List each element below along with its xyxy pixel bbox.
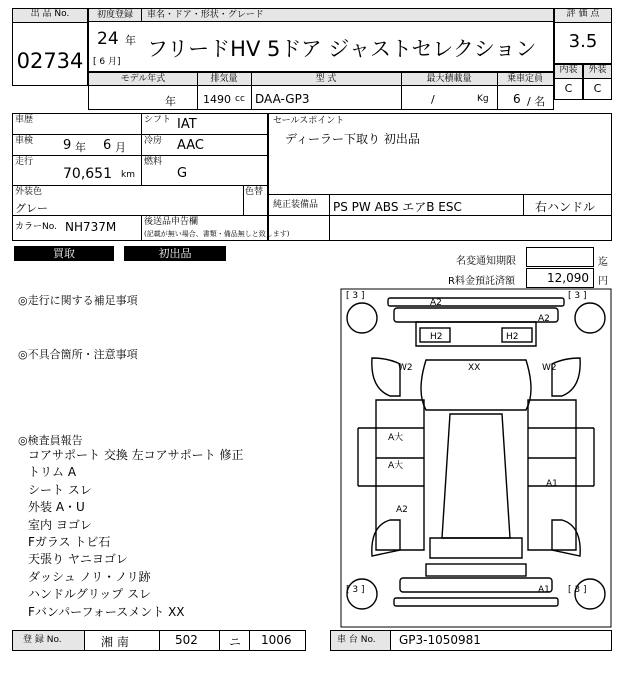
reg-kana: ニ [229,635,242,649]
mark-h2-left: H2 [430,332,443,342]
lot-number: 02734 [16,49,84,73]
mileage-label: 走行 [15,157,34,167]
name-change-label: 名変通知期限 [456,256,516,267]
sales-point-label: セールスポイント [273,116,345,126]
chassis-value: GP3-1050981 [399,633,481,647]
recycle-label: R料金預託済額 [448,276,515,287]
first-reg-year-unit: 年 [125,34,136,47]
lot-box [12,8,88,86]
first-reg-month: [ 6 月] [93,57,121,67]
car-name-label: 車名・ドア・形状・グレード [147,10,264,20]
reg-place: 湘 南 [101,635,129,649]
name-change-box [526,247,594,267]
color-label: 外装色 [15,187,43,197]
tire-tl: [ 3 ] [346,291,365,301]
mark-a2-left: A2 [396,505,408,515]
docs-label: 後送品申告欄 [144,217,199,227]
inspection-year: 9 [63,138,72,153]
interior-grade: C [564,82,573,95]
interior-box [554,64,583,100]
cooling-value: AAC [177,138,204,153]
name-box [88,8,554,72]
mileage-value: 70,651 [63,166,112,182]
registration-box [12,630,306,651]
kg-unit: Kg [477,94,489,104]
color-no-value: NH737M [65,220,117,234]
exterior-box [583,64,612,100]
score-label: 評 価 点 [555,9,611,23]
equipment-label: 純正装備品 [273,200,319,210]
details-left [12,113,290,241]
handle-value: 右ハンドル [535,200,596,214]
mark-a-dai-1: A大 [388,433,404,443]
color-change-label: 色替 [245,187,264,197]
score-box [554,8,612,64]
mark-a2-bumper: A2 [538,314,550,324]
exterior-label: 外装 [584,65,611,79]
shift-label: シフト [144,115,172,125]
cooling-label: 冷房 [144,136,163,146]
details-right [268,113,612,241]
defects-heading: ◎不具合箇所・注意事項 [18,348,138,361]
type-label: 型 式 [315,74,337,84]
interior-label: 内装 [555,65,582,79]
recycle-value: 12,090 [547,271,589,285]
capacity-label: 乗車定員 [506,74,543,84]
first-listing-tag: 初出品 [124,246,226,261]
spec-row [88,72,554,110]
capacity-value: 6 [513,92,521,106]
recycle-box [526,268,594,288]
driving-notes-heading: ◎走行に関する補足事項 [18,294,138,307]
chassis-label: 車 台 No. [337,635,376,645]
tire-br: [ 3 ] [568,585,587,595]
shift-value: IAT [177,117,197,132]
inspector-remark: ハンドルグリップ スレ [28,587,152,602]
inspector-remark: Fガラス トビ石 [28,535,111,549]
mark-h2-right: H2 [506,332,519,342]
sales-point-value: ディーラー下取り 初出品 [285,132,420,146]
car-diagram [340,288,612,628]
car-outline [347,298,605,609]
first-reg-label: 初度登録 [96,10,133,20]
displacement-value: 1490 [203,93,231,106]
inspector-remark: ダッシュ ノリ・ノリ跡 [28,569,151,584]
lot-label: 出 品 No. [13,9,87,23]
inspection-month-unit: 月 [115,141,126,154]
capacity-unit: / 名 [527,95,546,108]
inspector-remark: トリム A [28,465,77,480]
history-label: 車歴 [15,115,34,125]
reg-number: 1006 [261,633,292,647]
fuel-value: G [177,166,188,181]
tire-bl: [ 3 ] [346,585,365,595]
color-no-label: カラーNo. [15,222,57,232]
mark-a1-bottom: A1 [538,585,550,595]
km-unit: km [121,170,135,180]
first-reg-year: 24 [97,29,119,49]
tire-tr: [ 3 ] [568,291,587,301]
inspector-report-heading: ◎検査員報告 [18,434,83,447]
mark-xx: XX [468,363,481,373]
exterior-grade: C [593,82,602,95]
mark-w2-left: W2 [398,363,413,373]
load-slash: / [431,93,435,106]
type-value: DAA-GP3 [255,92,310,106]
load-label: 最大積載量 [426,74,472,84]
equipment-value: PS PW ABS エアB ESC [333,200,462,214]
cc-unit: cc [235,94,245,104]
recycle-unit: 円 [598,276,608,287]
mark-a-dai-2: A大 [388,461,404,471]
inspector-remark: シート スレ [28,482,92,497]
reg-label: 登 録 No. [23,635,62,645]
mark-a1-right: A1 [546,479,558,489]
score-value: 3.5 [568,31,598,52]
inspection-month: 6 [103,138,112,153]
displacement-label: 排気量 [210,74,238,84]
inspector-remark: 天張り ヤニヨゴレ [28,552,128,567]
inspection-year-unit: 年 [75,141,86,154]
fuel-label: 燃料 [144,157,163,167]
buy-tag: 買取 [14,246,114,261]
chassis-box [330,630,612,651]
model-year-label: モデル年式 [120,74,166,84]
inspector-remark: 外装 A・U [28,500,85,515]
car-name: フリードHV 5ドア ジャストセレクション [147,37,537,61]
mark-w2-right: W2 [542,363,557,373]
name-change-unit: 迄 [598,257,608,268]
model-year-unit: 年 [165,95,176,108]
mark-a2-top: A2 [430,298,442,308]
reg-class-no: 502 [175,633,198,647]
inspector-remark: 室内 ヨゴレ [28,517,92,532]
inspection-label: 車検 [15,136,34,146]
inspector-remark: Fバンパーフォースメント XX [28,604,185,619]
inspector-remark: コアサポート 交換 左コアサポート 修正 [28,448,244,462]
docs-note: (記載が無い場合、書類・備品無しと致します) [144,230,290,238]
color-value: グレー [15,202,48,215]
